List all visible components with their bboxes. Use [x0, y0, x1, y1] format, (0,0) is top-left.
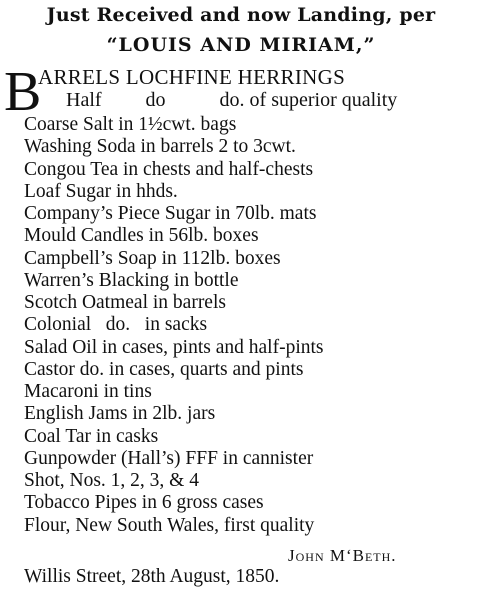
- first-item: ARRELS LOCHFINE HERRINGS: [38, 65, 346, 89]
- list-item: Mould Candles in 56lb. boxes: [24, 225, 259, 247]
- item-list: [24, 114, 324, 537]
- merchant-signature: John M‘Beth.: [288, 546, 397, 565]
- list-item: Loaf Sugar in hhds.: [24, 180, 178, 202]
- list-item: Shot, Nos. 1, 2, 3, & 4: [24, 470, 199, 491]
- second-item: [66, 88, 397, 112]
- list-item: Washing Soda in barrels 2 to 3cwt.: [24, 136, 296, 158]
- dateline: Willis Street, 28th August, 1850.: [24, 566, 280, 587]
- list-item: Scotch Oatmeal in barrels: [24, 292, 226, 313]
- list-item: Campbell’s Soap in 112lb. boxes: [24, 247, 281, 269]
- list-item: Coal Tar in casks: [24, 425, 159, 447]
- second-item-ditto-2: do. of superior quality: [219, 89, 398, 111]
- list-item: Gunpowder (Hall’s) FFF in cannister: [24, 447, 314, 469]
- list-item: Coarse Salt in 1½cwt. bags: [24, 114, 237, 135]
- list-item: Warren’s Blacking in bottle: [24, 269, 239, 291]
- list-item: Macaroni in tins: [24, 381, 152, 402]
- ship-name: “LOUIS AND MIRIAM,”: [106, 34, 376, 56]
- list-item: Tobacco Pipes in 6 gross cases: [24, 492, 264, 514]
- list-item: Colonial do. in sacks: [24, 314, 208, 336]
- list-item: Salad Oil in cases, pints and half-pints: [24, 336, 324, 358]
- list-item: Flour, New South Wales, first quality: [24, 514, 315, 536]
- second-item-ditto-1: do: [145, 89, 166, 111]
- list-item: Company’s Piece Sugar in 70lb. mats: [24, 203, 317, 224]
- list-item: Congou Tea in chests and half-chests: [24, 158, 314, 180]
- second-item-word: Half: [66, 89, 102, 111]
- list-item: Castor do. in cases, quarts and pints: [24, 358, 304, 380]
- drop-cap-letter: B: [4, 61, 42, 123]
- list-item: English Jams in 2lb. jars: [24, 403, 216, 425]
- ad-heading: Just Received and now Landing, per: [46, 4, 436, 26]
